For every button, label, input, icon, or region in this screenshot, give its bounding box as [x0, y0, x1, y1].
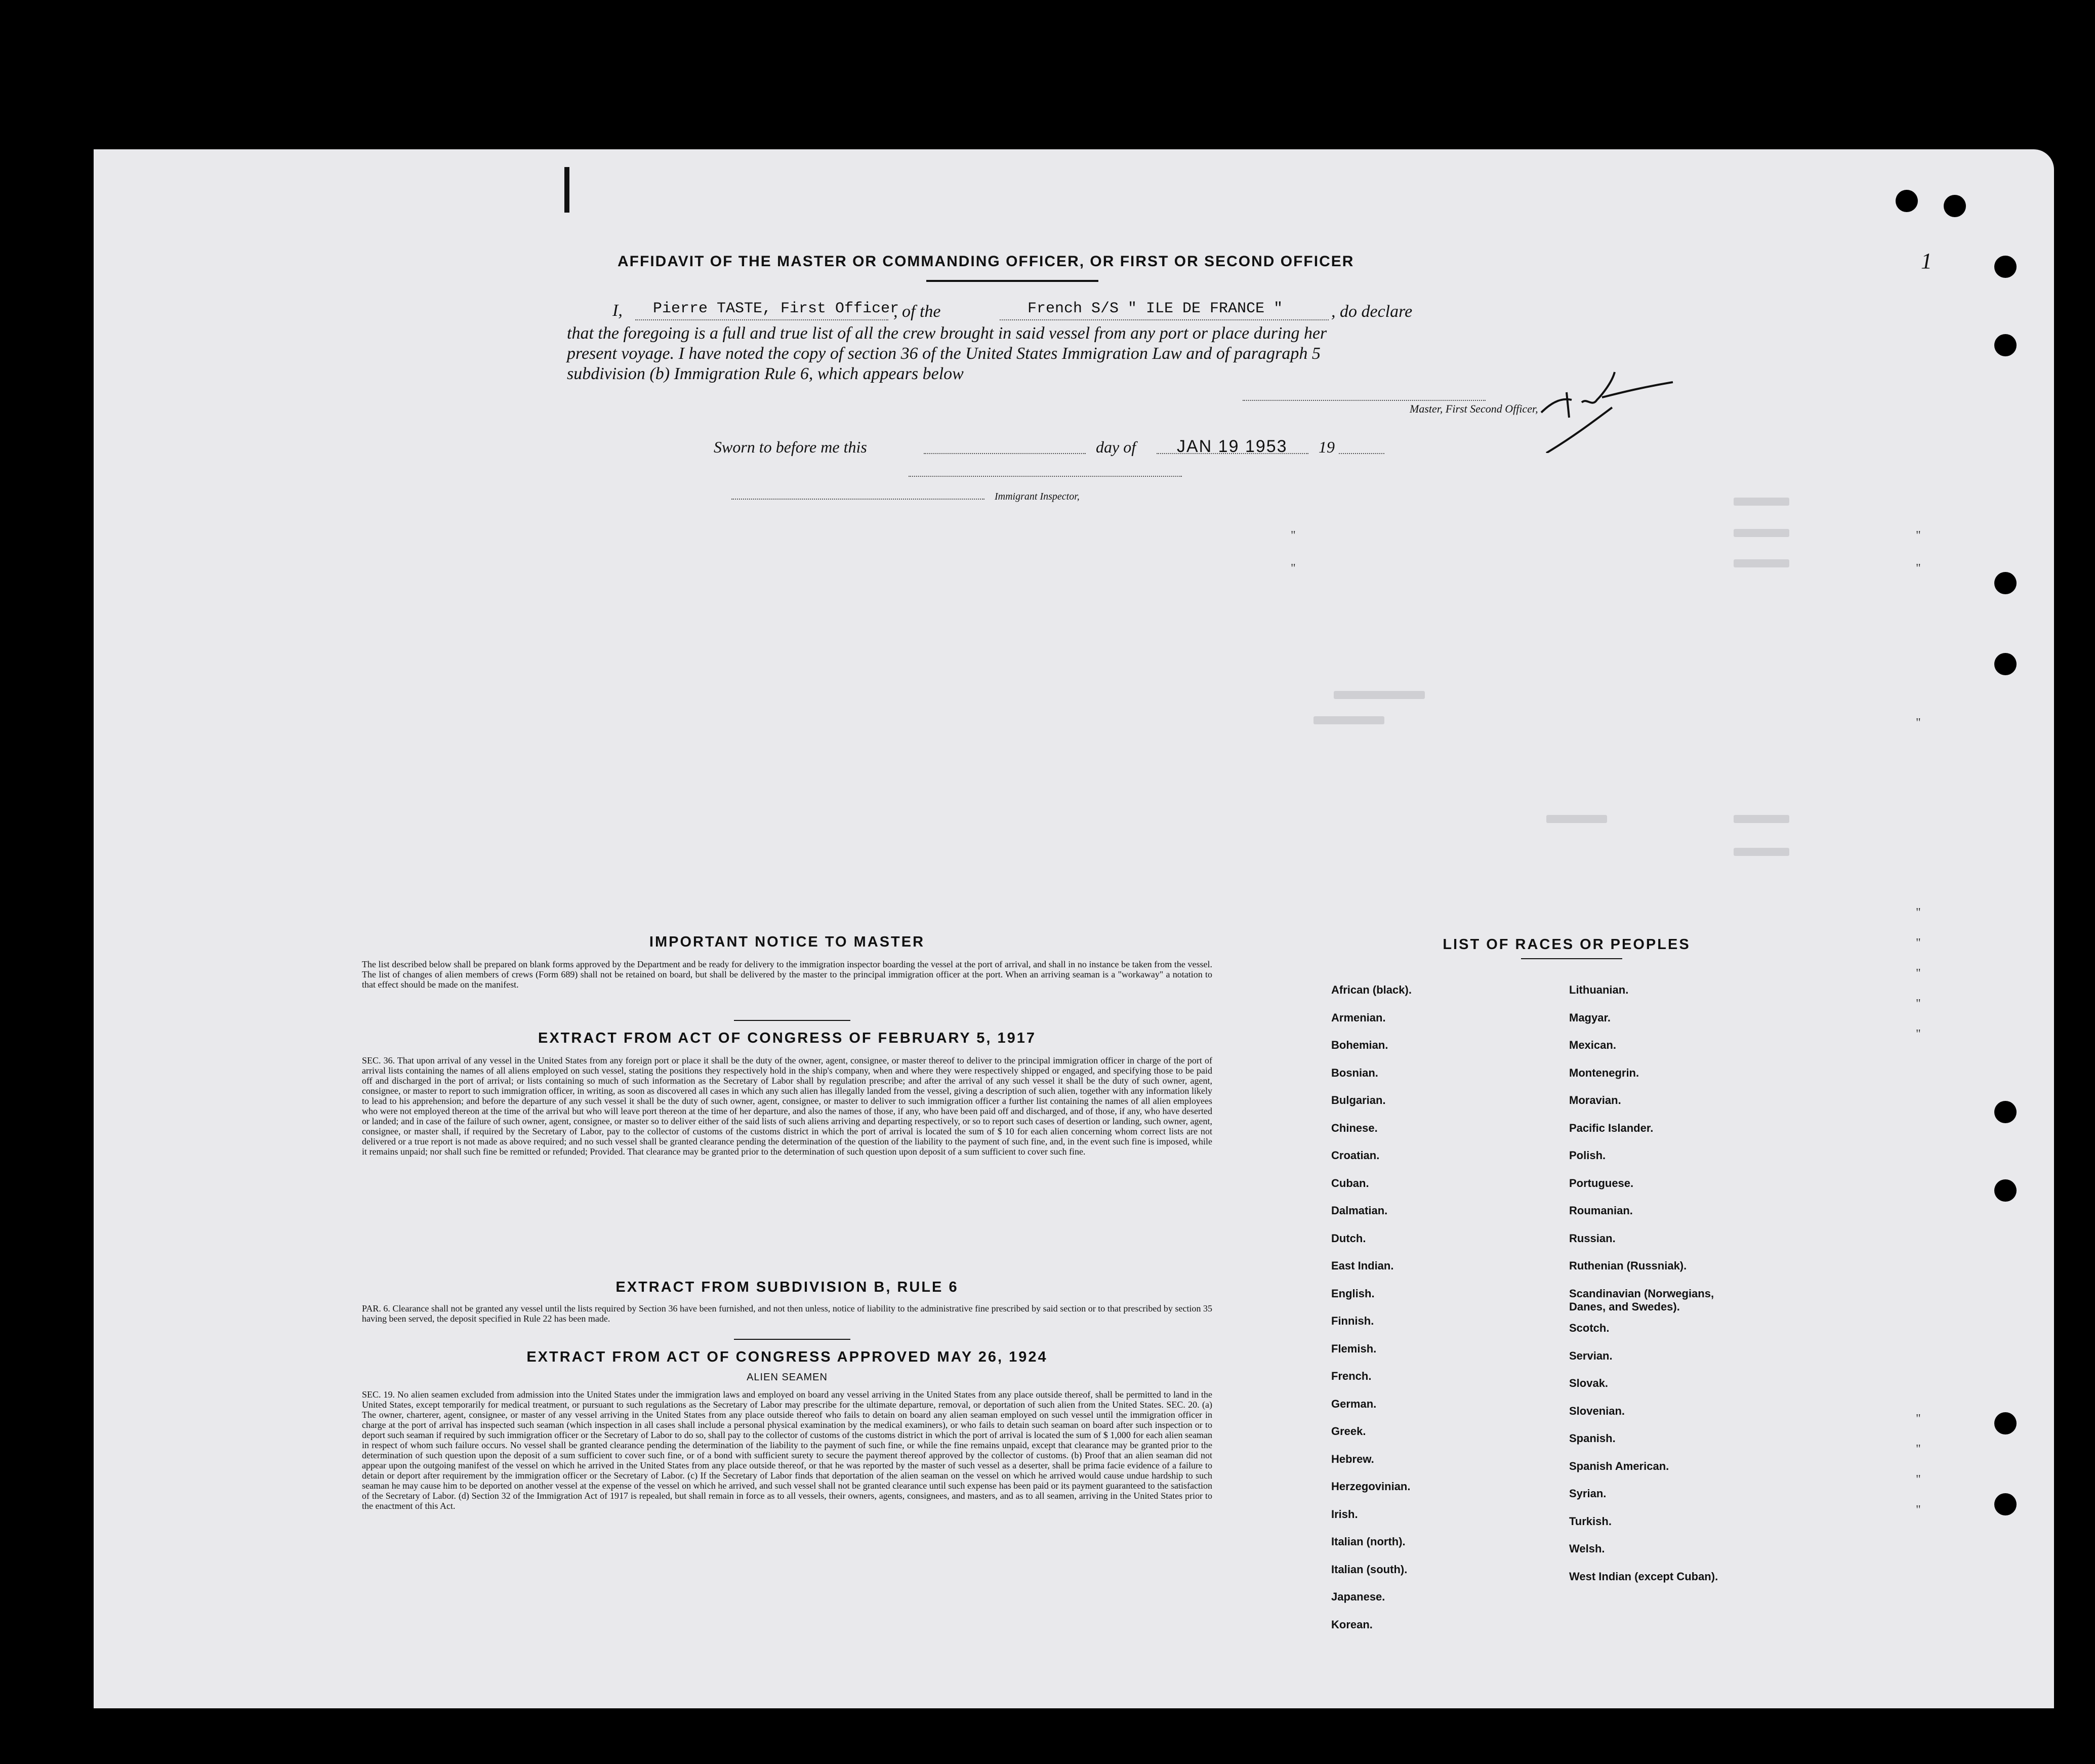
affidavit-heading: AFFIDAVIT OF THE MASTER OR COMMANDING OFFICER, OR FIRST OR SECOND OFFICER [618, 253, 1354, 270]
race-entry: Armenian. [1331, 1011, 1386, 1024]
race-entry: Japanese. [1331, 1590, 1385, 1603]
race-entry: East Indian. [1331, 1259, 1394, 1272]
race-entry: Scandinavian (Norwegians, Danes, and Swedes). [1569, 1287, 1714, 1313]
race-entry: Bosnian. [1331, 1066, 1378, 1079]
extract-1924-subheading: ALIEN SEAMEN [747, 1372, 828, 1383]
race-entry: Montenegrin. [1569, 1066, 1639, 1079]
punch-hole [1994, 1179, 2017, 1202]
race-entry: Polish. [1569, 1149, 1606, 1162]
punch-hole [1944, 195, 1966, 217]
race-entry: African (black). [1331, 983, 1412, 996]
ink-mark [564, 167, 569, 213]
declaration-line-4: subdivision (b) Immigration Rule 6, which appears below [567, 364, 964, 383]
do-declare-text: , do declare [1331, 302, 1413, 321]
extract-1917-body: SEC. 36. That upon arrival of any vessel in the United States from any foreign port or place it shall be the duty of the owner, agent, consignee, or master thereof to deliver to the principal immigration officer in charge of the port of arrival lists containing the names of all aliens employed on such vessel, stating the positions they respectively hold in the ship's company, when and where they were respectively shipped or engaged, and specifying those to be paid off and discharged in the port of arrival; or lists containing so much of such information as the Secretary of Labor shall by regulation prescribe; and after the arrival of any such vessel it shall be the duty of such owner, agent, consignee, or master to report to such immigration officer, in writing, as soon as discovered all cases in which any such alien has illegally landed from the vessel, giving a description of such alien, together with any information likely to lead to his apprehension; and before the departure of any such vessel it shall be the duty of such owner, agent, consignee, or master to deliver to such immigration officer a further list containing the names of all alien employees who were not employed thereon at the time of the arrival but who will leave port thereon at the time of her departure, and also the names of those, if any, who have been paid off and discharged, and of those, if any, who have deserted or landed; and in case of the failure of such owner, agent, consignee, or master so to deliver either of the said lists of such aliens arriving and departing respectively, or so to report such cases of desertion or landing, such owner, agent, consignee, or master shall, if required by the Secretary of Labor, pay to the collector of customs of the customs district in which the port of arrival is located the sum of $ 10 for each alien concerning whom correct lists are not delivered or a true report is not made as above required; and no such vessel shall be granted clearance pending the determination of the question of the liability to the payment of such fine, and, in the event such fine is imposed, while it remains unpaid; nor shall such fine be remitted or refunded; Provided. That clearance may be granted prior to the determination of such question upon deposit of a sum sufficient to cover such fine. [362, 1055, 1212, 1157]
ditto-mark: " [1291, 529, 1296, 542]
punch-hole [1994, 1412, 2017, 1434]
race-entry: Finnish. [1331, 1315, 1374, 1327]
ditto-mark: " [1916, 1443, 1921, 1456]
race-entry: Roumanian. [1569, 1204, 1633, 1217]
race-entry: Russian. [1569, 1232, 1616, 1245]
punch-hole [1994, 1101, 2017, 1123]
race-entry: English. [1331, 1287, 1375, 1300]
day-of-text: day of [1096, 438, 1136, 456]
declaration-line-3: present voyage. I have noted the copy of section 36 of the United States Immigration Law and of paragraph 5 [567, 344, 1321, 363]
extract-1917-heading: EXTRACT FROM ACT OF CONGRESS OF FEBRUARY 5, 1917 [538, 1030, 1037, 1046]
race-entry: French. [1331, 1370, 1372, 1382]
ditto-mark: " [1916, 1473, 1921, 1486]
ditto-mark: " [1916, 1503, 1921, 1516]
race-entry: Dutch. [1331, 1232, 1366, 1245]
race-entry: Ruthenian (Russniak). [1569, 1259, 1687, 1272]
vessel-name: French S/S " ILE DE FRANCE " [1028, 300, 1283, 317]
i-word: I, [612, 301, 623, 320]
race-entry: Slovenian. [1569, 1404, 1625, 1417]
race-entry: Welsh. [1569, 1542, 1605, 1555]
punch-hole [1994, 256, 2017, 278]
ditto-mark: " [1916, 529, 1921, 542]
race-entry: Scotch. [1569, 1322, 1610, 1334]
declaration-line-2: that the foregoing is a full and true list of all the crew brought in said vessel from any port or place during her [567, 324, 1327, 343]
extract-1924-heading: EXTRACT FROM ACT OF CONGRESS APPROVED MAY 26, 1924 [526, 1349, 1048, 1365]
ditto-mark: " [1916, 716, 1921, 729]
race-entry: Magyar. [1569, 1011, 1611, 1024]
notice-heading: IMPORTANT NOTICE TO MASTER [649, 934, 925, 950]
ditto-mark: " [1916, 1412, 1921, 1425]
punch-hole [1994, 572, 2017, 594]
ditto-mark: " [1916, 562, 1921, 575]
ditto-mark: " [1916, 997, 1921, 1010]
rule6-heading: EXTRACT FROM SUBDIVISION B, RULE 6 [615, 1279, 959, 1295]
punch-hole [1994, 1493, 2017, 1515]
year-prefix: 19 [1319, 438, 1335, 456]
races-heading: LIST OF RACES OR PEOPLES [1443, 936, 1691, 953]
race-entry: Pacific Islander. [1569, 1121, 1654, 1134]
of-the-text: , of the [893, 302, 941, 321]
sworn-text: Sworn to before me this [714, 438, 867, 456]
race-entry: Portuguese. [1569, 1176, 1634, 1189]
race-entry: Lithuanian. [1569, 983, 1629, 996]
race-entry: Turkish. [1569, 1514, 1612, 1528]
race-entry: Irish. [1331, 1507, 1358, 1521]
race-entry: Bohemian. [1331, 1039, 1388, 1051]
race-entry: Italian (south). [1331, 1563, 1408, 1576]
race-entry: Greek. [1331, 1425, 1366, 1438]
ditto-mark: " [1916, 906, 1921, 919]
page-number-mark: 1 [1921, 249, 1932, 273]
punch-hole [1994, 653, 2017, 675]
race-entry: Mexican. [1569, 1039, 1616, 1051]
inspector-label: Immigrant Inspector, [995, 491, 1080, 502]
race-entry: Slovak. [1569, 1377, 1609, 1389]
document-page [94, 149, 2054, 1708]
ditto-mark: " [1916, 1028, 1921, 1041]
race-entry: Italian (north). [1331, 1535, 1406, 1548]
race-entry: Herzegovinian. [1331, 1480, 1411, 1493]
race-entry: Moravian. [1569, 1094, 1621, 1106]
officer-name: Pierre TASTE, First Officer [653, 300, 899, 317]
race-entry: German. [1331, 1397, 1377, 1410]
race-entry: Flemish. [1331, 1342, 1377, 1355]
race-entry: Hebrew. [1331, 1452, 1374, 1465]
race-entry: Spanish. [1569, 1432, 1616, 1445]
punch-hole [1896, 190, 1918, 212]
race-entry: Cuban. [1331, 1176, 1369, 1189]
date-stamp: JAN 19 1953 [1177, 437, 1288, 456]
race-entry: Servian. [1569, 1349, 1613, 1362]
race-entry: Chinese. [1331, 1121, 1378, 1134]
notice-body: The list described below shall be prepared on blank forms approved by the Department and be ready for delivery to the immigration inspector boarding the vessel at the port of arrival, and shall in no instance be taken from the vessel. The list of changes of alien members of crews (Form 689) shall not be retained on board, but shall be delivered by the master to the principal immigration officer at the port. When an arriving seaman is a "workaway" a notation to that effect should be made on the manifest. [362, 959, 1212, 990]
rule6-body: PAR. 6. Clearance shall not be granted any vessel until the lists required by Section 36 have been furnished, and not then unless, notice of liability to the administrative fine prescribed by said section or to that prescribed by section 35 having been served, the deposit specified in Rule 22 has been made. [362, 1303, 1212, 1324]
race-entry: Croatian. [1331, 1149, 1380, 1162]
punch-hole [1994, 334, 2017, 356]
race-entry: Bulgarian. [1331, 1094, 1386, 1106]
race-entry: Korean. [1331, 1618, 1373, 1631]
race-entry: Spanish American. [1569, 1459, 1669, 1472]
ditto-mark: " [1916, 936, 1921, 950]
race-entry: West Indian (except Cuban). [1569, 1570, 1718, 1583]
ditto-mark: " [1291, 562, 1296, 575]
heading-rule [926, 280, 1098, 282]
race-entry: Syrian. [1569, 1487, 1607, 1500]
extract-1924-body: SEC. 19. No alien seamen excluded from admission into the United States under the immigration laws and employed on board any vessel arriving in the United States from any place outside thereof, shall be permitted to land in the United States, except temporarily for medical treatment, or pursuant to such regulations as the Secretary of Labor may prescribe for the ultimate departure, removal, or deportation of such alien from the United States. SEC. 20. (a) The owner, charterer, agent, consignee, or master of any vessel arriving in the United States from any place outside thereof who fails to detain on board any alien seaman employed on such vessel until the immigration officer in charge at the port of arrival has inspected such seaman (which inspection in all cases shall include a personal physical examination by the medical examiners), or who fails to detain such seaman on board after such inspection or to deport such seaman if required by such immigration officer or the Secretary of Labor to do so, shall pay to the collector of customs of the customs district in which the port of arrival is located the sum of $ 1,000 for each alien seaman in respect of whom such failure occurs. No vessel shall be granted clearance pending the determination of the liability to the payment of such fine, or while the fine remains unpaid, except that clearance may be granted prior to the determination of such question upon the deposit of a sum sufficient to cover such fine, or of a bond with sufficient surety to secure the payment thereof approved by the collector of customs. (b) Proof that an alien seaman did not appear upon the outgoing manifest of the vessel on which he arrived in the United States from any place outside thereof, or that he was reported by the master of such vessel as a deserter, shall be prima facie evidence of a failure to detain or deport after requirement by the immigration officer or the Secretary of Labor. (c) If the Secretary of Labor finds that deportation of the alien seaman on the vessel on which he arrived would cause undue hardship to such seaman he may cause him to be deported on another vessel at the expense of the vessel on which he arrived, and such vessel shall not be granted clearance until such expense has been paid or its payment guaranteed to the satisfaction of the Secretary of Labor. (d) Section 32 of the Immigration Act of 1917 is repealed, but shall remain in force as to all vessels, their owners, agents, consignees, and masters, and as to all seamen, arriving in the United States prior to the enactment of this Act. [362, 1389, 1212, 1511]
ditto-mark: " [1916, 967, 1921, 980]
signature-title: Master, First Second Officer, [1410, 402, 1538, 415]
race-entry: Dalmatian. [1331, 1204, 1388, 1217]
